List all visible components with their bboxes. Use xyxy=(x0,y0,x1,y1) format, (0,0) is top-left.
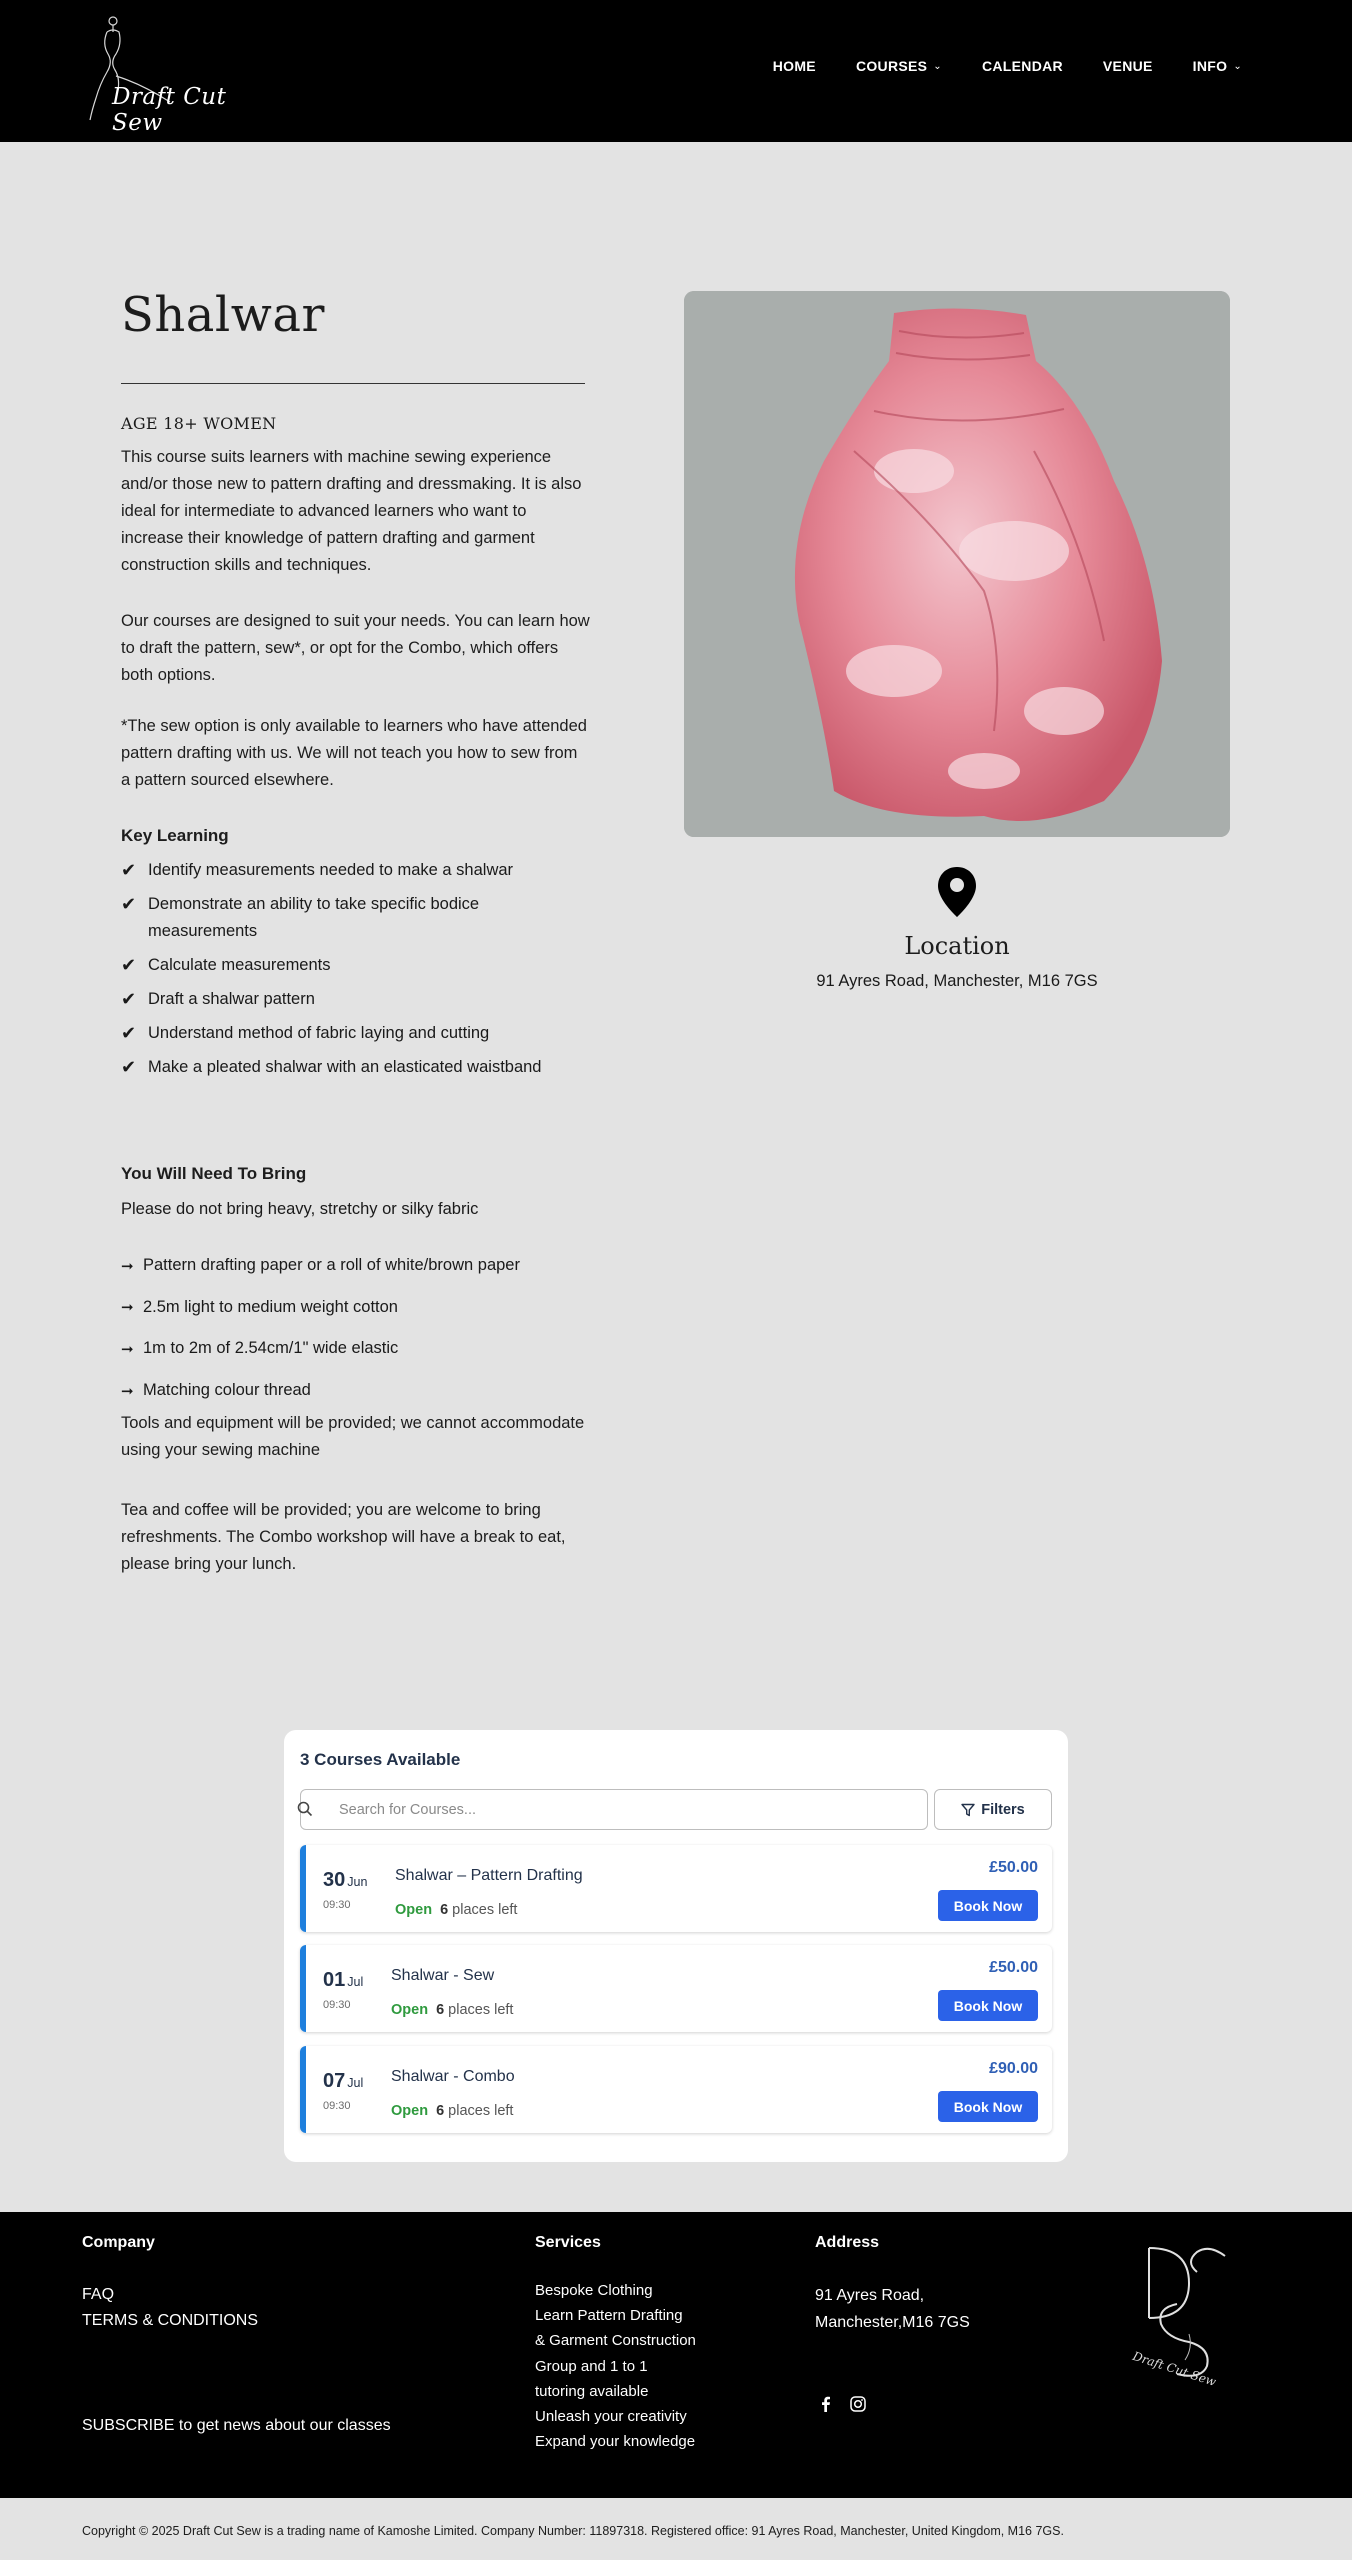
list-item: Bespoke Clothing xyxy=(535,2282,653,2299)
site-footer xyxy=(0,2212,1352,2498)
course-name: Shalwar - Combo xyxy=(391,2068,515,2085)
instagram-icon[interactable] xyxy=(849,2395,867,2413)
facebook-icon[interactable] xyxy=(817,2395,835,2413)
search-icon xyxy=(297,1801,313,1817)
copyright-notice: Copyright © 2025 Draft Cut Sew is a trading name of Kamoshe Limited. Company Number: 11897318. Registered office: 91 Ayres Road, Manchester, United Kingdom, M16 7GS. xyxy=(82,2524,1064,2538)
list-item: ✔ Identify measurements needed to make a shalwar xyxy=(121,857,591,884)
arrow-right-icon: ➞ xyxy=(121,1257,134,1275)
book-now-button[interactable]: Book Now xyxy=(938,2091,1038,2122)
chevron-down-icon: ⌄ xyxy=(933,60,942,72)
course-availability: Open 6 places left xyxy=(395,1902,518,1918)
footer-services-list xyxy=(535,2278,696,2454)
bring-heading: You Will Need To Bring xyxy=(121,1164,307,1183)
key-learning-heading: Key Learning xyxy=(121,826,229,845)
filters-button[interactable]: Filters xyxy=(934,1789,1052,1830)
nav-calendar[interactable]: CALENDAR xyxy=(981,58,1063,74)
list-item: ➞ 2.5m light to medium weight cotton xyxy=(121,1297,398,1317)
check-icon: ✔ xyxy=(121,894,137,914)
arrow-right-icon: ➞ xyxy=(121,1382,134,1400)
footer-logo-text: Draft Cut Sew xyxy=(1130,2348,1218,2390)
list-item: ✔ Make a pleated shalwar with an elasticated waistband xyxy=(121,1054,591,1081)
course-price: £90.00 xyxy=(989,2060,1038,2077)
nav-home[interactable]: HOME xyxy=(772,58,816,74)
footer-logo xyxy=(1127,2238,1247,2388)
list-item: Group and 1 to 1 xyxy=(535,2357,648,2375)
list-item: tutoring available xyxy=(535,2382,649,2400)
course-time: 09:30 xyxy=(323,1899,351,1911)
main-nav xyxy=(773,58,1242,74)
site-logo[interactable] xyxy=(82,14,272,136)
course-search-input[interactable] xyxy=(300,1789,928,1830)
course-row-sew[interactable] xyxy=(300,1945,1052,2032)
map-pin-icon xyxy=(936,866,978,918)
book-now-button[interactable]: Book Now xyxy=(938,1890,1038,1921)
course-name: Shalwar - Sew xyxy=(391,1967,495,1984)
course-price: £50.00 xyxy=(989,1859,1038,1876)
course-accent-bar xyxy=(300,2046,306,2133)
list-item: ✔ Draft a shalwar pattern xyxy=(121,986,591,1013)
footer-address: 91 Ayres Road, Manchester,M16 7GS xyxy=(815,2287,970,2331)
footer-address-heading: Address xyxy=(815,2234,880,2251)
course-accent-bar xyxy=(300,1945,306,2032)
check-icon: ✔ xyxy=(121,1023,137,1043)
list-item: ✔ Understand method of fabric laying and cutting xyxy=(121,1020,591,1047)
nav-info[interactable]: INFO ⌄ xyxy=(1192,58,1242,74)
footer-company-heading: Company xyxy=(82,2234,155,2251)
site-header xyxy=(0,0,1352,142)
list-item: Expand your knowledge xyxy=(535,2433,696,2451)
list-item: ✔ Demonstrate an ability to take specific bodice measurements xyxy=(121,891,591,945)
list-item: & Garment Construction xyxy=(535,2332,696,2350)
course-availability: Open 6 places left xyxy=(391,2103,514,2119)
check-icon: ✔ xyxy=(121,1057,137,1077)
course-time: 09:30 xyxy=(323,2100,351,2112)
course-availability: Open 6 places left xyxy=(391,2002,514,2018)
tools-note: Tools and equipment will be provided; we cannot accommodate using your sewing machine xyxy=(121,1414,585,1459)
title-divider xyxy=(121,383,585,384)
book-now-button[interactable]: Book Now xyxy=(938,1990,1038,2021)
refreshments-note: Tea and coffee will be provided; you are welcome to bring refreshments. The Combo workshop will have a break to eat, please bring your lunch. xyxy=(121,1501,566,1573)
course-row-pattern-drafting[interactable] xyxy=(300,1845,1052,1932)
audience-label: AGE 18+ WOMEN xyxy=(121,414,277,433)
filter-icon xyxy=(961,1803,975,1817)
bring-list xyxy=(121,1252,601,1419)
list-item: ➞ Pattern drafting paper or a roll of white/brown paper xyxy=(121,1256,520,1275)
bring-intro: Please do not bring heavy, stretchy or silky fabric xyxy=(121,1200,479,1218)
list-item: ➞ Matching colour thread xyxy=(121,1381,311,1400)
check-icon: ✔ xyxy=(121,989,137,1009)
courses-widget xyxy=(284,1730,1068,2162)
sew-option-note: *The sew option is only available to learners who have attended pattern drafting with us. We will not teach you how to sew from a pattern sourced elsewhere. xyxy=(121,717,587,789)
courses-count-title: 3 Courses Available xyxy=(300,1750,461,1769)
arrow-right-icon: ➞ xyxy=(121,1299,134,1317)
check-icon: ✔ xyxy=(121,955,137,975)
course-photo xyxy=(684,291,1230,837)
nav-venue[interactable]: VENUE xyxy=(1102,58,1153,74)
list-item: Learn Pattern Drafting xyxy=(535,2307,683,2325)
course-name: Shalwar – Pattern Drafting xyxy=(395,1867,583,1884)
footer-faq-link[interactable]: FAQ xyxy=(82,2286,115,2303)
course-date: 01 Jul xyxy=(323,1969,364,1991)
arrow-right-icon: ➞ xyxy=(121,1340,134,1358)
list-item: Unleash your creativity xyxy=(535,2408,687,2426)
footer-terms-link[interactable]: TERMS & CONDITIONS xyxy=(82,2312,259,2329)
nav-courses[interactable]: COURSES ⌄ xyxy=(855,58,942,74)
list-item: ✔ Calculate measurements xyxy=(121,952,591,979)
course-options-text: Our courses are designed to suit your needs. You can learn how to draft the pattern, sew*, or opt for the Combo, which offers both options. xyxy=(121,612,590,684)
course-price: £50.00 xyxy=(989,1959,1038,1976)
course-accent-bar xyxy=(300,1845,306,1932)
course-row-combo[interactable] xyxy=(300,2046,1052,2133)
logo-text: Draft Cut Sew xyxy=(112,84,227,136)
footer-subscribe-link[interactable]: SUBSCRIBE to get news about our classes xyxy=(82,2417,391,2434)
course-time: 09:30 xyxy=(323,1999,351,2011)
key-learning-list xyxy=(121,857,591,1088)
chevron-down-icon: ⌄ xyxy=(1233,60,1242,72)
list-item: ➞ 1m to 2m of 2.54cm/1" wide elastic xyxy=(121,1339,399,1358)
location-heading: Location xyxy=(904,932,1010,960)
check-icon: ✔ xyxy=(121,860,137,880)
location-address: 91 Ayres Road, Manchester, M16 7GS xyxy=(816,972,1098,990)
course-description: This course suits learners with machine sewing experience and/or those new to pattern drafting and dressmaking. It is also ideal for intermediate to advanced learners who want to increase their knowledge of pattern drafting and garment construction skills and techniques. xyxy=(121,448,582,574)
page-title: Shalwar xyxy=(121,287,325,343)
course-date: 07 Jul xyxy=(323,2070,364,2092)
course-date: 30 Jun xyxy=(323,1869,368,1891)
footer-services-heading: Services xyxy=(535,2234,601,2251)
